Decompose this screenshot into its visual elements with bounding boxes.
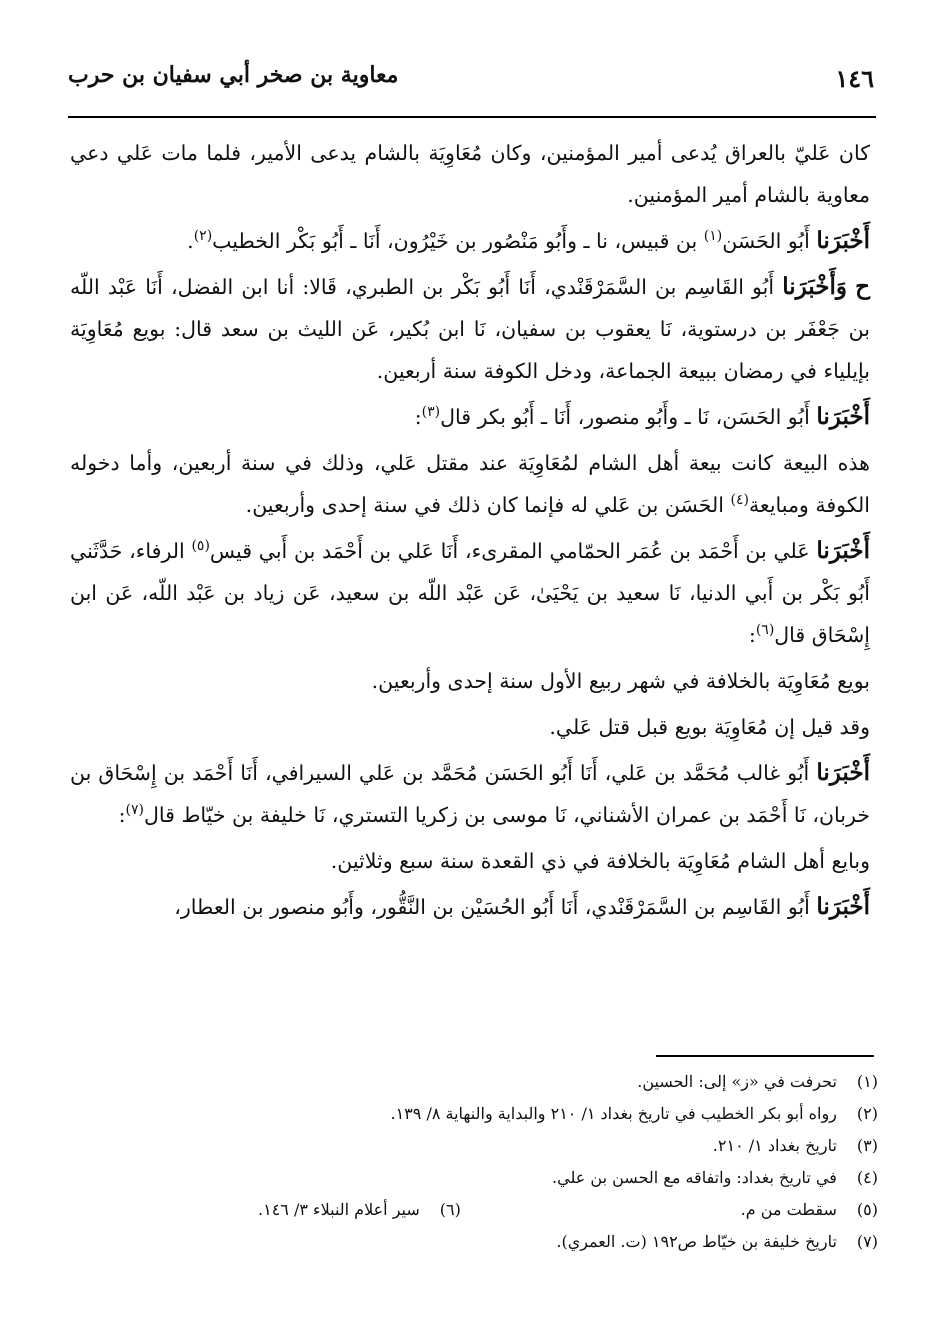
footnote-ref: (١) xyxy=(703,228,723,245)
keyword-akhbarana: أَخْبَرَنا xyxy=(816,537,870,564)
footnote-5-6 xyxy=(68,1194,878,1226)
footnote-ref: (٧) xyxy=(125,802,144,819)
footnote-2 xyxy=(68,1098,878,1130)
footnote-number: (٦) xyxy=(439,1200,461,1219)
footnote-ref: (٢) xyxy=(193,228,213,245)
body-text xyxy=(70,132,870,932)
paragraph-8 xyxy=(70,706,870,748)
footnote-text: تحرفت في «ز» إلى: الحسين. xyxy=(637,1072,837,1091)
paragraph-text: كان عَليّ بالعراق يُدعى أمير المؤمنين، وكان مُعَاوِيَة بالشام يدعى الأمير، فلما مات عَلي دعي معاوية بالشام أمير المؤمنين. xyxy=(70,141,870,207)
paragraph-end: . xyxy=(187,229,194,253)
footnote-ref: (٣) xyxy=(421,404,441,421)
footnote-3 xyxy=(68,1130,878,1162)
paragraph-7 xyxy=(70,660,870,702)
footnote-number: (٢) xyxy=(856,1104,878,1123)
keyword-akhbarana: أَخْبَرَنا xyxy=(816,227,870,254)
paragraph-text: أَبُو القَاسِم بن السَّمَرْقَنْدي، أَنَا أَبُو بَكْر بن الطبري، قَالا: أنا ابن الفضل، أَنَا عَبْد اللّه بن جَعْفَر بن درستوية، نَا يعقوب بن سفيان، نَا ابن بُكير، عَن الليث بن سعد قال: بويع مُعَاوِيَة بإيلياء في رمضان ببيعة الجماعة، ودخل الكوفة سنة أربعين. xyxy=(70,275,870,383)
footnote-6 xyxy=(258,1194,461,1226)
paragraph-3 xyxy=(70,266,870,392)
paragraph-text: الرفاء، حَدَّثَني أَبُو بَكْر بن أَبي الدنيا، نَا سعيد بن يَحْيَىٰ، عَن عَبْد اللّه بن سعيد، عَن زياد بن عَبْد اللّه، عَن ابن إِسْحَاق قال xyxy=(70,539,870,647)
footnotes xyxy=(68,1066,878,1258)
footnote-text: تاريخ بغداد ١/ ٢١٠. xyxy=(712,1136,837,1155)
paragraph-text: وقد قيل إن مُعَاوِيَة بويع قبل قتل عَلي. xyxy=(549,715,870,739)
paragraph-text: هذه البيعة كانت بيعة أهل الشام لمُعَاوِيَة عند مقتل عَلي، وذلك في سنة أربعين، وأما دخوله الكوفة ومبايعة xyxy=(70,451,870,517)
paragraph-text: أَبُو الحَسَن xyxy=(722,229,810,253)
paragraph-10 xyxy=(70,840,870,882)
footnote-text: سير أعلام النبلاء ٣/ ١٤٦. xyxy=(258,1200,420,1219)
keyword-akhbarana: وَأَخْبَرَنا xyxy=(782,273,847,300)
keyword-akhbarana: أَخْبَرَنا xyxy=(816,893,870,920)
paragraph-11 xyxy=(70,886,870,928)
footnote-4 xyxy=(68,1162,878,1194)
page-header xyxy=(68,52,874,112)
keyword-akhbarana: أَخْبَرَنا xyxy=(816,759,870,786)
footnote-7 xyxy=(68,1226,878,1258)
footnote-number: (٧) xyxy=(856,1232,878,1251)
paragraph-4 xyxy=(70,396,870,438)
footnote-number: (١) xyxy=(856,1072,878,1091)
footnote-text: رواه أبو بكر الخطيب في تاريخ بغداد ١/ ٢١٠ والبداية والنهاية ٨/ ١٣٩. xyxy=(390,1104,837,1123)
footnote-ref: (٦) xyxy=(755,622,775,639)
footnote-1 xyxy=(68,1066,878,1098)
keyword-akhbarana: أَخْبَرَنا xyxy=(816,403,870,430)
footnote-number: (٤) xyxy=(856,1168,878,1187)
footnote-text: سقطت من م. xyxy=(740,1200,837,1219)
footnote-number: (٥) xyxy=(856,1200,878,1219)
footnote-text: في تاريخ بغداد: واتفاقه مع الحسن بن علي. xyxy=(552,1168,837,1187)
paragraph-end: : xyxy=(748,623,756,647)
running-title: معاوية بن صخر أبي سفيان بن حرب xyxy=(68,62,399,88)
isnad-marker: ح xyxy=(855,273,870,300)
page-number: ١٤٦ xyxy=(835,64,874,93)
paragraph-text: الحَسَن بن عَلي له فإنما كان ذلك في سنة إحدى وأربعين. xyxy=(245,493,724,517)
paragraph-9 xyxy=(70,752,870,836)
paragraph-text: أَبُو الحَسَن، نَا ـ وأَبُو منصور، أَنَا ـ أَبُو بكر قال xyxy=(440,405,810,429)
footnote-rule xyxy=(656,1055,874,1057)
header-rule xyxy=(68,116,876,118)
paragraph-text: وبايع أهل الشام مُعَاوِيَة بالخلافة في ذي القعدة سنة سبع وثلاثين. xyxy=(330,849,870,873)
paragraph-5 xyxy=(70,442,870,526)
paragraph-6 xyxy=(70,530,870,656)
paragraph-2 xyxy=(70,220,870,262)
paragraph-end: : xyxy=(118,803,126,827)
paragraph-text: بويع مُعَاوِيَة بالخلافة في شهر ربيع الأول سنة إحدى وأربعين. xyxy=(371,669,870,693)
paragraph-text: بن قبيس، نا ـ وأَبُو مَنْصُور بن خَيْرُون، أَنَا ـ أَبُو بَكْر الخطيب xyxy=(212,229,698,253)
footnote-ref: (٤) xyxy=(730,492,749,509)
footnote-text: تاريخ خليفة بن خيّاط ص١٩٢ (ت. العمري). xyxy=(556,1232,837,1251)
paragraph-text: عَلي بن أَحْمَد بن عُمَر الحمّامي المقرىء، أَنَا عَلي بن أَحْمَد بن أَبي قيس xyxy=(209,539,810,563)
paragraph-end: : xyxy=(414,405,422,429)
footnote-ref: (٥) xyxy=(191,538,210,555)
paragraph-text: أَبُو القَاسِم بن السَّمَرْقَنْدي، أَنَا أَبُو الحُسَيْن بن النَّقُّور، وأَبُو منصور بن العطار، xyxy=(174,895,810,919)
paragraph-text: أَبُو غالب مُحَمَّد بن عَلي، أَنَا أَبُو الحَسَن مُحَمَّد بن عَلي السيرافي، أَنَا أَحْمَد بن إِسْحَاق بن خربان، نَا أَحْمَد بن عمران الأشناني، نَا موسى بن زكريا التستري، نَا خليفة بن خيّاط قال xyxy=(70,761,870,827)
footnote-number: (٣) xyxy=(856,1136,878,1155)
paragraph-1 xyxy=(70,132,870,216)
